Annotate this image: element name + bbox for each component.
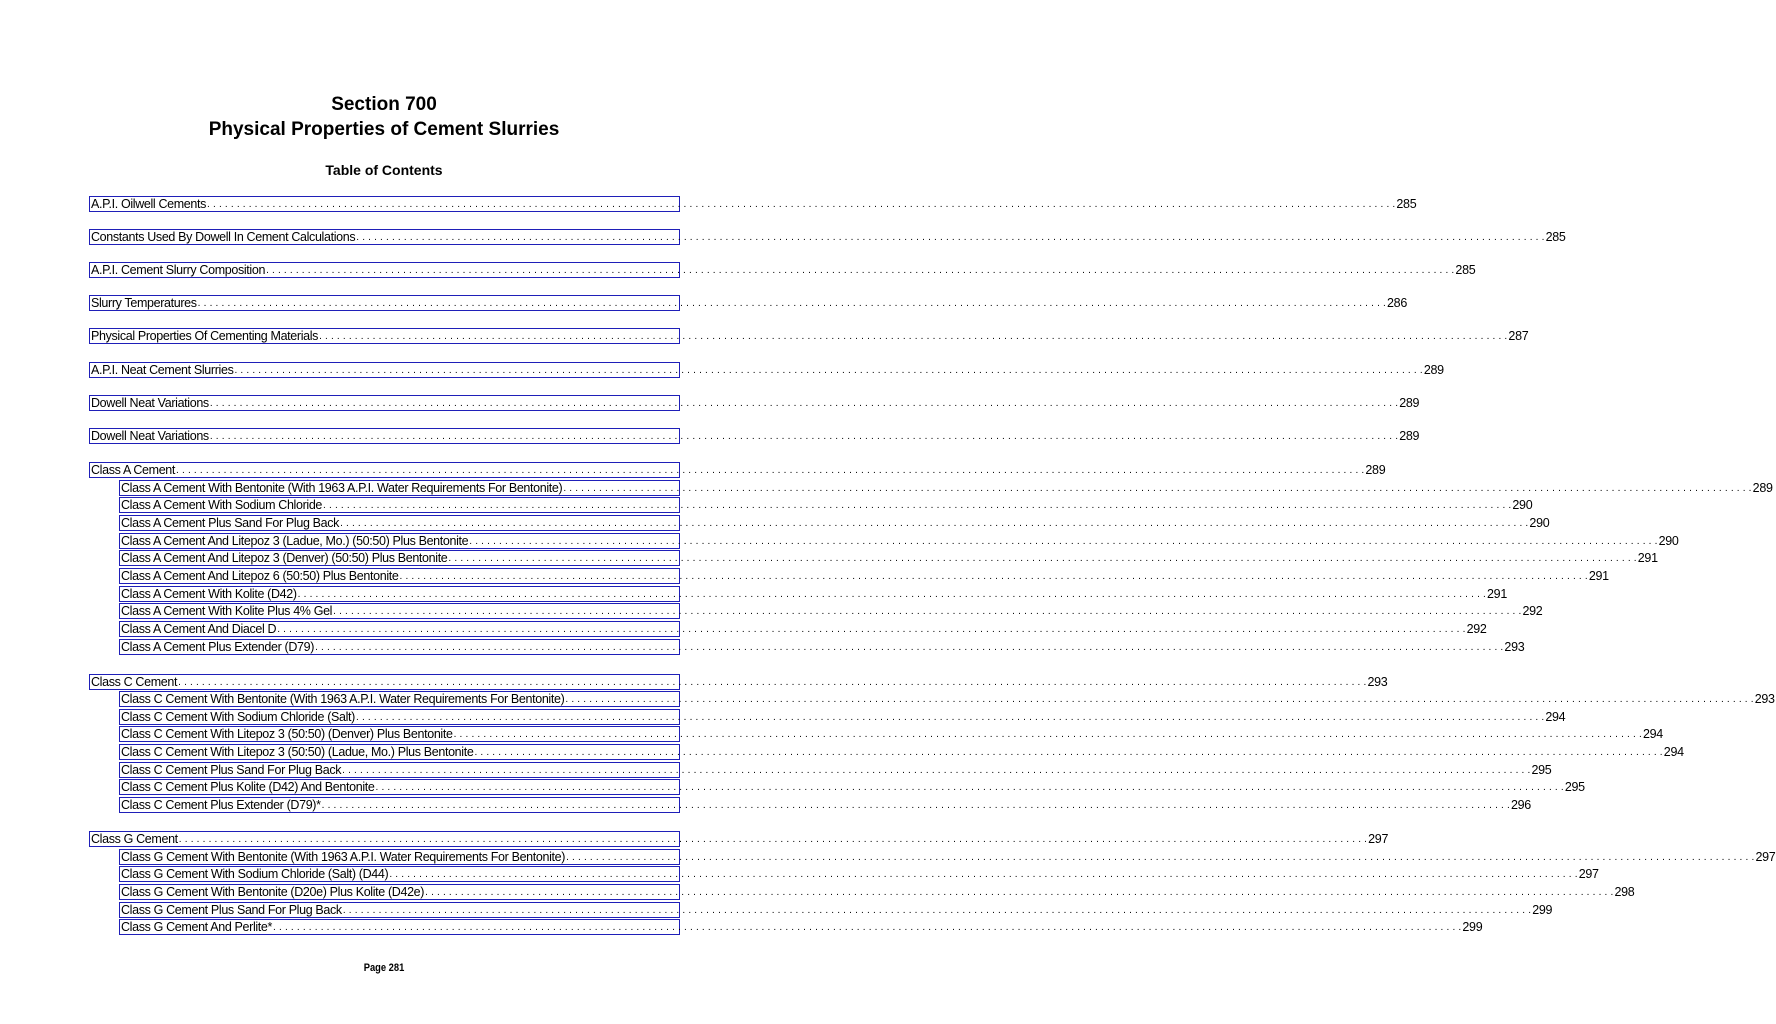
toc-entry-title: A.P.I. Cement Slurry Composition [91,263,266,277]
dot-leader: . . . . . . . . . . . . . . . . . . . . . . . . . . . . . . . . . . . . . . . . . . . . . . . . . . . . . . . . . . . . . . . . . . . . . . . . . . . . . . . . . . . . . . . . . . . . . . . . . . . . . . . . . . . . . . . . . . . . . . . . . . . . . . . . . . . . . . . . . . . . . . . . . . . . . . . . . . . . . . . . . . . . . . . . . . . . . . . . . . . . . . . . . . . . . . . . . . . . . . . . [340,518,1529,529]
section-title: Section 700 [331,94,437,115]
dot-leader: . . . . . . . . . . . . . . . . . . . . . . . . . . . . . . . . . . . . . . . . . . . . . . . . . . . . . . . . . . . . . . . . . . . . . . . . . . . . . . . . . . . . . . . . . . . . . . . . . . . . . . . . . . . . . . . . . . . . . . . . . . . . . . . . . . . . . . . . . . . . . . . . . . . . . . . . . . . . . . . . . . . . . . . . . . . . . . . . . . . . . . . . . . . . . . . . . . . . . . . . [178,677,1367,688]
toc-entry-page: 289 [1365,463,1386,477]
dot-leader: . . . . . . . . . . . . . . . . . . . . . . . . . . . . . . . . . . . . . . . . . . . . . . . . . . . . . . . . . . . . . . . . . . . . . . . . . . . . . . . . . . . . . . . . . . . . . . . . . . . . . . . . . . . . . . . . . . . . . . . . . . . . . . . . . . . . . . . . . . . . . . . . . . . . . . . . . . . . . . . . . . . . . . . . . . . . . . . . . . . . . . . . . . . . . . . . . . . . . . . . [273,922,1462,933]
dot-leader: . . . . . . . . . . . . . . . . . . . . . . . . . . . . . . . . . . . . . . . . . . . . . . . . . . . . . . . . . . . . . . . . . . . . . . . . . . . . . . . . . . . . . . . . . . . . . . . . . . . . . . . . . . . . . . . . . . . . . . . . . . . . . . . . . . . . . . . . . . . . . . . . . . . . . . . . . . . . . . . . . . . . . . . . . . . . . . . . . . . . . . . . . . . . . . . . . . . . . . . . [207,199,1396,210]
dot-leader: . . . . . . . . . . . . . . . . . . . . . . . . . . . . . . . . . . . . . . . . . . . . . . . . . . . . . . . . . . . . . . . . . . . . . . . . . . . . . . . . . . . . . . . . . . . . . . . . . . . . . . . . . . . . . . . . . . . . . . . . . . . . . . . . . . . . . . . . . . . . . . . . . . . . . . . . . . . . . . . . . . . . . . . . . . . . . . . . . . . . . . . . . . . . . . . . . . . . . . . . [342,905,1532,916]
dot-leader: . . . . . . . . . . . . . . . . . . . . . . . . . . . . . . . . . . . . . . . . . . . . . . . . . . . . . . . . . . . . . . . . . . . . . . . . . . . . . . . . . . . . . . . . . . . . . . . . . . . . . . . . . . . . . . . . . . . . . . . . . . . . . . . . . . . . . . . . . . . . . . . . . . . . . . . . . . . . . . . . . . . . . . . . . . . . . . . . . . . . . . . . . . . . . . . . . . . . . . . . [277,624,1466,635]
toc-link[interactable] [119,709,1566,725]
toc-entry-title: A.P.I. Neat Cement Slurries [91,363,234,377]
toc-link[interactable] [119,639,1525,655]
dot-leader: . . . . . . . . . . . . . . . . . . . . . . . . . . . . . . . . . . . . . . . . . . . . . . . . . . . . . . . . . . . . . . . . . . . . . . . . . . . . . . . . . . . . . . . . . . . . . . . . . . . . . . . . . . . . . . . . . . . . . . . . . . . . . . . . . . . . . . . . . . . . . . . . . . . . . . . . . . . . . . . . . . . . . . . . . . . . . . . . . . . . . . . . . . . . . . . . . . . . . . . . [375,782,1564,793]
toc-link[interactable] [119,550,1658,566]
toc-link[interactable] [119,603,1543,619]
toc-entry-title: Class A Cement With Kolite (D42) [121,587,297,601]
dot-leader: . . . . . . . . . . . . . . . . . . . . . . . . . . . . . . . . . . . . . . . . . . . . . . . . . . . . . . . . . . . . . . . . . . . . . . . . . . . . . . . . . . . . . . . . . . . . . . . . . . . . . . . . . . . . . . . . . . . . . . . . . . . . . . . . . . . . . . . . . . . . . . . . . . . . . . . . . . . . . . . . . . . . . . . . . . . . . . . . . . . . . . . . . . . . . . . . . . . . . . . . [474,747,1663,758]
toc-link[interactable] [119,691,1775,707]
toc-entry-title: Physical Properties Of Cementing Materials [91,329,319,343]
toc-link[interactable] [89,362,1444,378]
toc-entry-title: Slurry Temperatures [91,296,197,310]
toc-entry-page: 294 [1663,745,1684,759]
toc-entry-page: 297 [1755,850,1776,864]
toc-entry-title: Class A Cement [91,463,176,477]
toc-entry-title: Class C Cement [91,675,178,689]
dot-leader: . . . . . . . . . . . . . . . . . . . . . . . . . . . . . . . . . . . . . . . . . . . . . . . . . . . . . . . . . . . . . . . . . . . . . . . . . . . . . . . . . . . . . . . . . . . . . . . . . . . . . . . . . . . . . . . . . . . . . . . . . . . . . . . . . . . . . . . . . . . . . . . . . . . . . . . . . . . . . . . . . . . . . . . . . . . . . . . . . . . . . . . . . . . . . . . . . . . . . . . . [448,553,1637,564]
toc-link[interactable] [89,674,1388,690]
toc-entry-title: Class A Cement And Litepoz 6 (50:50) Plus Bentonite [121,569,399,583]
toc-link[interactable] [89,831,1389,847]
toc-entry-page: 290 [1658,534,1679,548]
toc-heading: Table of Contents [325,162,443,178]
toc-link[interactable] [89,262,1476,278]
dot-leader: . . . . . . . . . . . . . . . . . . . . . . . . . . . . . . . . . . . . . . . . . . . . . . . . . . . . . . . . . . . . . . . . . . . . . . . . . . . . . . . . . . . . . . . . . . . . . . . . . . . . . . . . . . . . . . . . . . . . . . . . . . . . . . . . . . . . . . . . . . . . . . . . . . . . . . . . . . . . . . . . . . . . . . . . . . . . . . . . . . . . . . . . . . . . . . . . . . . . . . . . [389,869,1578,880]
toc-entry-title: Class C Cement Plus Sand For Plug Back [121,763,342,777]
toc-entry-title: Class G Cement With Bentonite (With 1963 A.P.I. Water Requirements For Bentonite) [121,850,566,864]
toc-entry-page: 299 [1532,903,1553,917]
toc-link[interactable] [119,919,1483,935]
toc-entry-title: Class A Cement Plus Sand For Plug Back [121,516,340,530]
toc-entry-page: 299 [1462,920,1483,934]
toc-entry-page: 287 [1508,329,1529,343]
toc-entry-page: 294 [1545,710,1566,724]
toc-entry-title: Class A Cement And Diacel D [121,622,277,636]
dot-leader: . . . . . . . . . . . . . . . . . . . . . . . . . . . . . . . . . . . . . . . . . . . . . . . . . . . . . . . . . . . . . . . . . . . . . . . . . . . . . . . . . . . . . . . . . . . . . . . . . . . . . . . . . . . . . . . . . . . . . . . . . . . . . . . . . . . . . . . . . . . . . . . . . . . . . . . . . . . . . . . . . . . . . . . . . . . . . . . . . . . . . . . . . . . . . . . . . . . . . . . . [356,712,1545,723]
toc-entry-title: Class G Cement And Perlite* [121,920,273,934]
toc-link[interactable] [119,849,1776,865]
toc-link[interactable] [119,762,1552,778]
toc-link[interactable] [119,515,1550,531]
dot-leader: . . . . . . . . . . . . . . . . . . . . . . . . . . . . . . . . . . . . . . . . . . . . . . . . . . . . . . . . . . . . . . . . . . . . . . . . . . . . . . . . . . . . . . . . . . . . . . . . . . . . . . . . . . . . . . . . . . . . . . . . . . . . . . . . . . . . . . . . . . . . . . . . . . . . . . . . . . . . . . . . . . . . . . . . . . . . . . . . . . . . . . . . . . . . . . . . . . . . . . . . [453,729,1642,740]
toc-entry-title: Class C Cement Plus Kolite (D42) And Bentonite [121,780,375,794]
toc-entry-title: Class A Cement And Litepoz 3 (Denver) (50:50) Plus Bentonite [121,551,448,565]
toc-entry-page: 291 [1588,569,1609,583]
toc-entry-page: 290 [1512,498,1533,512]
toc-entry-page: 289 [1423,363,1444,377]
toc-entry-page: 289 [1752,481,1773,495]
dot-leader: . . . . . . . . . . . . . . . . . . . . . . . . . . . . . . . . . . . . . . . . . . . . . . . . . . . . . . . . . . . . . . . . . . . . . . . . . . . . . . . . . . . . . . . . . . . . . . . . . . . . . . . . . . . . . . . . . . . . . . . . . . . . . . . . . . . . . . . . . . . . . . . . . . . . . . . . . . . . . . . . . . . . . . . . . . . . . . . . . . . . . . . . . . . . . . . . . . . . . . . . [566,852,1755,863]
dot-leader: . . . . . . . . . . . . . . . . . . . . . . . . . . . . . . . . . . . . . . . . . . . . . . . . . . . . . . . . . . . . . . . . . . . . . . . . . . . . . . . . . . . . . . . . . . . . . . . . . . . . . . . . . . . . . . . . . . . . . . . . . . . . . . . . . . . . . . . . . . . . . . . . . . . . . . . . . . . . . . . . . . . . . . . . . . . . . . . . . . . . . . . . . . . . . . . . . . . . . . . . [565,694,1754,705]
toc-link[interactable] [89,428,1420,444]
toc-link[interactable] [119,533,1679,549]
toc-entry-title: Class C Cement With Litepoz 3 (50:50) (Denver) Plus Bentonite [121,727,453,741]
toc-entry-title: Class A Cement With Bentonite (With 1963 A.P.I. Water Requirements For Bentonite) [121,481,563,495]
toc-link[interactable] [119,586,1507,602]
toc-entry-page: 297 [1368,832,1389,846]
dot-leader: . . . . . . . . . . . . . . . . . . . . . . . . . . . . . . . . . . . . . . . . . . . . . . . . . . . . . . . . . . . . . . . . . . . . . . . . . . . . . . . . . . . . . . . . . . . . . . . . . . . . . . . . . . . . . . . . . . . . . . . . . . . . . . . . . . . . . . . . . . . . . . . . . . . . . . . . . . . . . . . . . . . . . . . . . . . . . . . . . . . . . . . . . . . . . . . . . . . . . . . . [178,834,1368,845]
dot-leader: . . . . . . . . . . . . . . . . . . . . . . . . . . . . . . . . . . . . . . . . . . . . . . . . . . . . . . . . . . . . . . . . . . . . . . . . . . . . . . . . . . . . . . . . . . . . . . . . . . . . . . . . . . . . . . . . . . . . . . . . . . . . . . . . . . . . . . . . . . . . . . . . . . . . . . . . . . . . . . . . . . . . . . . . . . . . . . . . . . . . . . . . . . . . . . . . . . . . . . . . [176,465,1365,476]
toc-link[interactable] [89,229,1566,245]
toc-entry-title: Class A Cement And Litepoz 3 (Ladue, Mo.) (50:50) Plus Bentonite [121,534,469,548]
dot-leader: . . . . . . . . . . . . . . . . . . . . . . . . . . . . . . . . . . . . . . . . . . . . . . . . . . . . . . . . . . . . . . . . . . . . . . . . . . . . . . . . . . . . . . . . . . . . . . . . . . . . . . . . . . . . . . . . . . . . . . . . . . . . . . . . . . . . . . . . . . . . . . . . . . . . . . . . . . . . . . . . . . . . . . . . . . . . . . . . . . . . . . . . . . . . . . . . . . . . . . . . [209,398,1399,409]
toc-link[interactable] [119,568,1609,584]
toc-link[interactable] [89,462,1386,478]
toc-entry-page: 291 [1487,587,1507,601]
toc-entry-page: 292 [1466,622,1487,636]
toc-entry-page: 290 [1529,516,1550,530]
dot-leader: . . . . . . . . . . . . . . . . . . . . . . . . . . . . . . . . . . . . . . . . . . . . . . . . . . . . . . . . . . . . . . . . . . . . . . . . . . . . . . . . . . . . . . . . . . . . . . . . . . . . . . . . . . . . . . . . . . . . . . . . . . . . . . . . . . . . . . . . . . . . . . . . . . . . . . . . . . . . . . . . . . . . . . . . . . . . . . . . . . . . . . . . . . . . . . . . . . . . . . . . [425,887,1614,898]
toc-entry-title: Class G Cement [91,832,178,846]
toc-link[interactable] [119,621,1487,637]
toc-link[interactable] [89,328,1529,344]
toc-entry-title: Dowell Neat Variations [91,429,209,443]
dot-leader: . . . . . . . . . . . . . . . . . . . . . . . . . . . . . . . . . . . . . . . . . . . . . . . . . . . . . . . . . . . . . . . . . . . . . . . . . . . . . . . . . . . . . . . . . . . . . . . . . . . . . . . . . . . . . . . . . . . . . . . . . . . . . . . . . . . . . . . . . . . . . . . . . . . . . . . . . . . . . . . . . . . . . . . . . . . . . . . . . . . . . . . . . . . . . . . . . . . . . . . . [321,800,1510,811]
toc-entry-title: Class A Cement With Kolite Plus 4% Gel [121,604,333,618]
toc-entry-page: 296 [1511,798,1531,812]
toc-link[interactable] [119,884,1635,900]
toc-link[interactable] [119,480,1773,496]
toc-link[interactable] [119,797,1531,813]
toc-entry-title: Class A Cement With Sodium Chloride [121,498,323,512]
toc-entry-page: 289 [1399,396,1420,410]
dot-leader: . . . . . . . . . . . . . . . . . . . . . . . . . . . . . . . . . . . . . . . . . . . . . . . . . . . . . . . . . . . . . . . . . . . . . . . . . . . . . . . . . . . . . . . . . . . . . . . . . . . . . . . . . . . . . . . . . . . . . . . . . . . . . . . . . . . . . . . . . . . . . . . . . . . . . . . . . . . . . . . . . . . . . . . . . . . . . . . . . . . . . . . . . . . . . . . . . . . . . . . . [342,765,1531,776]
toc-entry-page: 292 [1522,604,1543,618]
dot-leader: . . . . . . . . . . . . . . . . . . . . . . . . . . . . . . . . . . . . . . . . . . . . . . . . . . . . . . . . . . . . . . . . . . . . . . . . . . . . . . . . . . . . . . . . . . . . . . . . . . . . . . . . . . . . . . . . . . . . . . . . . . . . . . . . . . . . . . . . . . . . . . . . . . . . . . . . . . . . . . . . . . . . . . . . . . . . . . . . . . . . . . . . . . . . . . . . . . . . . . . . [297,589,1487,600]
page-number-footer: Page 281 [363,962,405,974]
toc-entry-title: Class C Cement With Litepoz 3 (50:50) (Ladue, Mo.) Plus Bentonite [121,745,474,759]
toc-link[interactable] [119,497,1533,513]
toc-link[interactable] [119,902,1553,918]
toc-entry-title: Class G Cement With Bentonite (D20e) Plus Kolite (D42e) [121,885,425,899]
toc-entry-title: Class C Cement With Sodium Chloride (Salt) [121,710,355,724]
toc-link[interactable] [89,295,1407,311]
toc-entry-page: 285 [1396,197,1417,211]
dot-leader: . . . . . . . . . . . . . . . . . . . . . . . . . . . . . . . . . . . . . . . . . . . . . . . . . . . . . . . . . . . . . . . . . . . . . . . . . . . . . . . . . . . . . . . . . . . . . . . . . . . . . . . . . . . . . . . . . . . . . . . . . . . . . . . . . . . . . . . . . . . . . . . . . . . . . . . . . . . . . . . . . . . . . . . . . . . . . . . . . . . . . . . . . . . . . . . . . . . . . . . . [333,606,1522,617]
dot-leader: . . . . . . . . . . . . . . . . . . . . . . . . . . . . . . . . . . . . . . . . . . . . . . . . . . . . . . . . . . . . . . . . . . . . . . . . . . . . . . . . . . . . . . . . . . . . . . . . . . . . . . . . . . . . . . . . . . . . . . . . . . . . . . . . . . . . . . . . . . . . . . . . . . . . . . . . . . . . . . . . . . . . . . . . . . . . . . . . . . . . . . . . . . . . . . . . . . . . . . . . [563,483,1752,494]
dot-leader: . . . . . . . . . . . . . . . . . . . . . . . . . . . . . . . . . . . . . . . . . . . . . . . . . . . . . . . . . . . . . . . . . . . . . . . . . . . . . . . . . . . . . . . . . . . . . . . . . . . . . . . . . . . . . . . . . . . . . . . . . . . . . . . . . . . . . . . . . . . . . . . . . . . . . . . . . . . . . . . . . . . . . . . . . . . . . . . . . . . . . . . . . . . . . . . . . . . . . . . . [469,536,1658,547]
toc-entry-page: 298 [1614,885,1635,899]
toc-entry-page: 294 [1642,727,1663,741]
dot-leader: . . . . . . . . . . . . . . . . . . . . . . . . . . . . . . . . . . . . . . . . . . . . . . . . . . . . . . . . . . . . . . . . . . . . . . . . . . . . . . . . . . . . . . . . . . . . . . . . . . . . . . . . . . . . . . . . . . . . . . . . . . . . . . . . . . . . . . . . . . . . . . . . . . . . . . . . . . . . . . . . . . . . . . . . . . . . . . . . . . . . . . . . . . . . . . . . . . . . . . . . [319,331,1508,342]
toc-entry-page: 293 [1754,692,1775,706]
toc-entry-title: Class G Cement With Sodium Chloride (Salt) (D44) [121,867,389,881]
toc-entry-page: 297 [1578,867,1599,881]
dot-leader: . . . . . . . . . . . . . . . . . . . . . . . . . . . . . . . . . . . . . . . . . . . . . . . . . . . . . . . . . . . . . . . . . . . . . . . . . . . . . . . . . . . . . . . . . . . . . . . . . . . . . . . . . . . . . . . . . . . . . . . . . . . . . . . . . . . . . . . . . . . . . . . . . . . . . . . . . . . . . . . . . . . . . . . . . . . . . . . . . . . . . . . . . . . . . . . . . . . . . . . . [266,265,1455,276]
toc-link[interactable] [119,779,1585,795]
toc-link[interactable] [119,744,1684,760]
toc-entry-page: 293 [1504,640,1525,654]
toc-link[interactable] [119,866,1599,882]
toc-entry-page: 286 [1387,296,1407,310]
dot-leader: . . . . . . . . . . . . . . . . . . . . . . . . . . . . . . . . . . . . . . . . . . . . . . . . . . . . . . . . . . . . . . . . . . . . . . . . . . . . . . . . . . . . . . . . . . . . . . . . . . . . . . . . . . . . . . . . . . . . . . . . . . . . . . . . . . . . . . . . . . . . . . . . . . . . . . . . . . . . . . . . . . . . . . . . . . . . . . . . . . . . . . . . . . . . . . . . . . . . . . . . [323,500,1512,511]
toc-entry-page: 293 [1367,675,1388,689]
section-subtitle: Physical Properties of Cement Slurries [208,119,560,140]
toc-entry-page: 291 [1637,551,1658,565]
toc-entry-page: 295 [1564,780,1585,794]
toc-entry-title: Constants Used By Dowell In Cement Calculations [91,230,356,244]
dot-leader: . . . . . . . . . . . . . . . . . . . . . . . . . . . . . . . . . . . . . . . . . . . . . . . . . . . . . . . . . . . . . . . . . . . . . . . . . . . . . . . . . . . . . . . . . . . . . . . . . . . . . . . . . . . . . . . . . . . . . . . . . . . . . . . . . . . . . . . . . . . . . . . . . . . . . . . . . . . . . . . . . . . . . . . . . . . . . . . . . . . . . . . . . . . . . . . . . . . . . . . . [399,571,1588,582]
toc-entry-title: A.P.I. Oilwell Cements [91,197,207,211]
dot-leader: . . . . . . . . . . . . . . . . . . . . . . . . . . . . . . . . . . . . . . . . . . . . . . . . . . . . . . . . . . . . . . . . . . . . . . . . . . . . . . . . . . . . . . . . . . . . . . . . . . . . . . . . . . . . . . . . . . . . . . . . . . . . . . . . . . . . . . . . . . . . . . . . . . . . . . . . . . . . . . . . . . . . . . . . . . . . . . . . . . . . . . . . . . . . . . . . . . . . . . . . [356,232,1545,243]
toc-entry-page: 289 [1399,429,1420,443]
toc-entry-page: 295 [1531,763,1552,777]
toc-link[interactable] [89,196,1417,212]
toc-entry-title: Class C Cement With Bentonite (With 1963 A.P.I. Water Requirements For Bentonite) [121,692,565,706]
toc-entry-title: Dowell Neat Variations [91,396,209,410]
toc-entry-page: 285 [1455,263,1476,277]
toc-link[interactable] [89,395,1420,411]
toc-entry-title: Class G Cement Plus Sand For Plug Back [121,903,342,917]
dot-leader: . . . . . . . . . . . . . . . . . . . . . . . . . . . . . . . . . . . . . . . . . . . . . . . . . . . . . . . . . . . . . . . . . . . . . . . . . . . . . . . . . . . . . . . . . . . . . . . . . . . . . . . . . . . . . . . . . . . . . . . . . . . . . . . . . . . . . . . . . . . . . . . . . . . . . . . . . . . . . . . . . . . . . . . . . . . . . . . . . . . . . . . . . . . . . . . . . . . . . . . . [209,431,1399,442]
toc-entry-title: Class A Cement Plus Extender (D79) [121,640,315,654]
toc-link[interactable] [119,726,1663,742]
dot-leader: . . . . . . . . . . . . . . . . . . . . . . . . . . . . . . . . . . . . . . . . . . . . . . . . . . . . . . . . . . . . . . . . . . . . . . . . . . . . . . . . . . . . . . . . . . . . . . . . . . . . . . . . . . . . . . . . . . . . . . . . . . . . . . . . . . . . . . . . . . . . . . . . . . . . . . . . . . . . . . . . . . . . . . . . . . . . . . . . . . . . . . . . . . . . . . . . . . . . . . . . [197,298,1387,309]
toc-entry-page: 285 [1545,230,1566,244]
dot-leader: . . . . . . . . . . . . . . . . . . . . . . . . . . . . . . . . . . . . . . . . . . . . . . . . . . . . . . . . . . . . . . . . . . . . . . . . . . . . . . . . . . . . . . . . . . . . . . . . . . . . . . . . . . . . . . . . . . . . . . . . . . . . . . . . . . . . . . . . . . . . . . . . . . . . . . . . . . . . . . . . . . . . . . . . . . . . . . . . . . . . . . . . . . . . . . . . . . . . . . . . [315,642,1504,653]
toc-entry-title: Class C Cement Plus Extender (D79)* [121,798,321,812]
dot-leader: . . . . . . . . . . . . . . . . . . . . . . . . . . . . . . . . . . . . . . . . . . . . . . . . . . . . . . . . . . . . . . . . . . . . . . . . . . . . . . . . . . . . . . . . . . . . . . . . . . . . . . . . . . . . . . . . . . . . . . . . . . . . . . . . . . . . . . . . . . . . . . . . . . . . . . . . . . . . . . . . . . . . . . . . . . . . . . . . . . . . . . . . . . . . . . . . . . . . . . . . [234,365,1423,376]
